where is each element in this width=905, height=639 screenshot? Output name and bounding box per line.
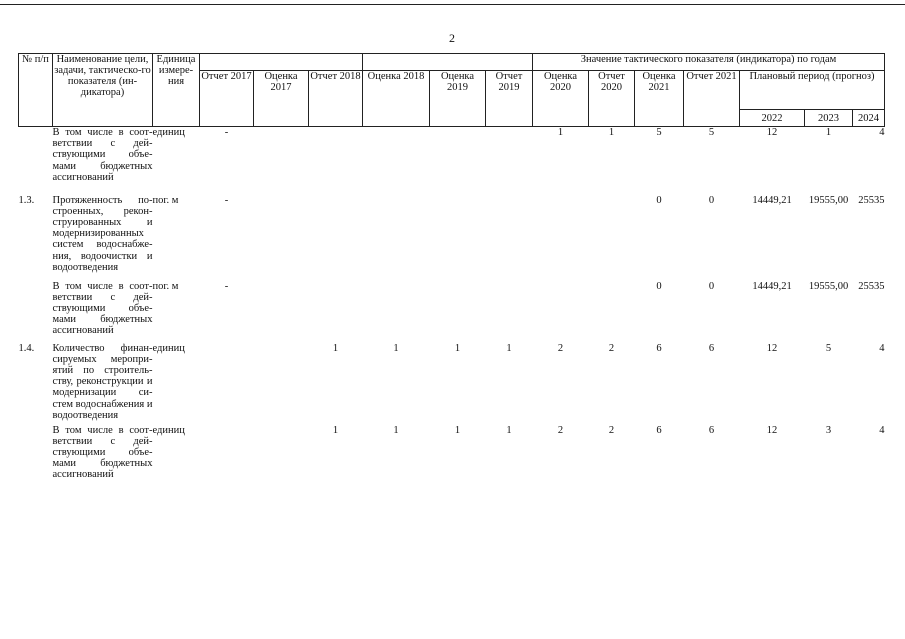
indicator-table: [18, 53, 885, 485]
row-unit: единиц: [152, 424, 185, 436]
row-value: [363, 195, 430, 281]
table-body: [19, 127, 885, 485]
row-value: [589, 195, 635, 281]
table-row: [19, 127, 885, 195]
row-plan-value: 5: [825, 342, 832, 354]
row-plan-value: 19555,00: [808, 280, 849, 292]
row-plan-value: 14449,21: [752, 280, 792, 292]
page-number: 2: [449, 31, 455, 45]
row-plan-value: 25535: [858, 280, 885, 292]
header-year: Оценка 2021: [635, 71, 684, 127]
row-number: 1.4.: [18, 342, 35, 354]
header-unit: Единица измере-ния: [153, 54, 200, 127]
row-plan-value: 3: [825, 424, 832, 436]
row-value: [486, 281, 533, 343]
row-value: 6: [708, 424, 715, 436]
header-blank-group-1: [200, 54, 363, 71]
row-value: 6: [656, 342, 662, 354]
table-row: [19, 195, 885, 281]
row-unit: пог. м: [152, 194, 179, 206]
row-value: [200, 343, 254, 425]
row-plan-value: 4: [879, 424, 885, 436]
row-value: -: [224, 280, 229, 292]
header-year: Отчет 2020: [589, 71, 635, 127]
table-row: [19, 281, 885, 343]
row-indicator-name: В том числе в соот-ветствии с дей-ствующими объе-мами бюджетных ассигнований: [52, 280, 153, 337]
row-value: [363, 127, 430, 195]
table-row: [19, 425, 885, 485]
row-plan-value: 19555,00: [808, 194, 849, 206]
row-value: [533, 281, 589, 343]
row-unit: пог. м: [152, 280, 179, 292]
row-value: [200, 425, 254, 485]
header-year: Оценка 2019: [430, 71, 486, 127]
row-plan-value: 14449,21: [752, 194, 792, 206]
row-value: 5: [708, 127, 715, 138]
row-value: [363, 281, 430, 343]
row-value: [430, 281, 486, 343]
header-year: Оценка 2017: [254, 71, 309, 127]
row-plan-value: 4: [879, 127, 885, 138]
row-value: [254, 195, 309, 281]
table-row: [19, 343, 885, 425]
row-value: 1: [506, 424, 512, 436]
row-value: 2: [608, 424, 615, 436]
header-blank-group-2: [363, 54, 533, 71]
row-indicator-name: Количество финан-сируемых меропри-ятий по строитель-ству, реконструкции и модернизации си-стем водоснабжения и водоотведения: [52, 342, 153, 421]
header-plan-year: 2024: [853, 110, 885, 127]
row-number: [19, 127, 53, 195]
row-value: [309, 281, 363, 343]
row-number: 1.3.: [18, 194, 35, 206]
page-top-rule: [0, 4, 905, 5]
header-plan-period: Плановый период (прогноз): [740, 71, 885, 110]
row-value: 1: [393, 424, 399, 436]
row-value: -: [224, 127, 229, 138]
row-value: 0: [708, 194, 715, 206]
row-value: [589, 281, 635, 343]
row-value: 2: [557, 342, 564, 354]
header-indicator-name: Наименование цели, задачи, тактическо-го показателя (ин-дикатора): [53, 54, 153, 127]
row-value: 1: [332, 424, 339, 436]
row-plan-value: 25535: [858, 194, 885, 206]
row-value: [533, 195, 589, 281]
row-plan-value: 4: [879, 342, 885, 354]
row-unit: единиц: [152, 342, 185, 354]
row-value: [430, 127, 486, 195]
row-value: 0: [656, 194, 662, 206]
row-value: [254, 281, 309, 343]
row-value: -: [224, 194, 229, 206]
row-value: 2: [608, 342, 615, 354]
header-year: Отчет 2018: [309, 71, 363, 127]
row-value: 1: [454, 342, 461, 354]
row-plan-value: 12: [766, 127, 778, 138]
row-indicator-name: В том числе в соот-ветствии с дей-ствующими объе-мами бюджетных ассигнований: [52, 424, 153, 481]
header-values-by-year: Значение тактического показателя (индикатора) по годам: [533, 54, 885, 71]
header-year: Отчет 2017: [200, 71, 254, 127]
row-value: [309, 127, 363, 195]
row-number: [19, 425, 53, 485]
row-value: [254, 343, 309, 425]
row-value: [309, 195, 363, 281]
row-value: 6: [708, 342, 715, 354]
row-value: 5: [656, 127, 662, 138]
header-year: Оценка 2020: [533, 71, 589, 127]
row-value: 0: [656, 280, 662, 292]
row-value: [486, 127, 533, 195]
row-value: 1: [608, 127, 615, 138]
row-indicator-name: Протяженность по-строенных, рекон-струированных и модернизированных систем водоснабже-ния, водоочистки и водоотведения: [52, 194, 153, 273]
row-value: [254, 425, 309, 485]
row-value: 1: [557, 127, 564, 138]
header-plan-year: 2022: [740, 110, 805, 127]
row-indicator-name: В том числе в соот-ветствии с дей-ствующими объе-мами бюджетных ассигнований: [52, 127, 153, 183]
row-unit: единиц: [152, 127, 185, 138]
header-year: Отчет 2019: [486, 71, 533, 127]
row-value: 1: [454, 424, 461, 436]
row-number: [19, 281, 53, 343]
row-value: [254, 127, 309, 195]
row-plan-value: 1: [825, 127, 832, 138]
header-year: Отчет 2021: [684, 71, 740, 127]
row-value: 1: [393, 342, 399, 354]
row-plan-value: 12: [766, 424, 778, 436]
row-value: 0: [708, 280, 715, 292]
header-plan-year: 2023: [805, 110, 853, 127]
row-value: [486, 195, 533, 281]
row-value: 2: [557, 424, 564, 436]
row-plan-value: 12: [766, 342, 778, 354]
row-value: 1: [506, 342, 512, 354]
row-value: 1: [332, 342, 339, 354]
header-year: Оценка 2018: [363, 71, 430, 127]
row-value: 6: [656, 424, 662, 436]
header-number: № п/п: [19, 54, 53, 127]
row-value: [430, 195, 486, 281]
